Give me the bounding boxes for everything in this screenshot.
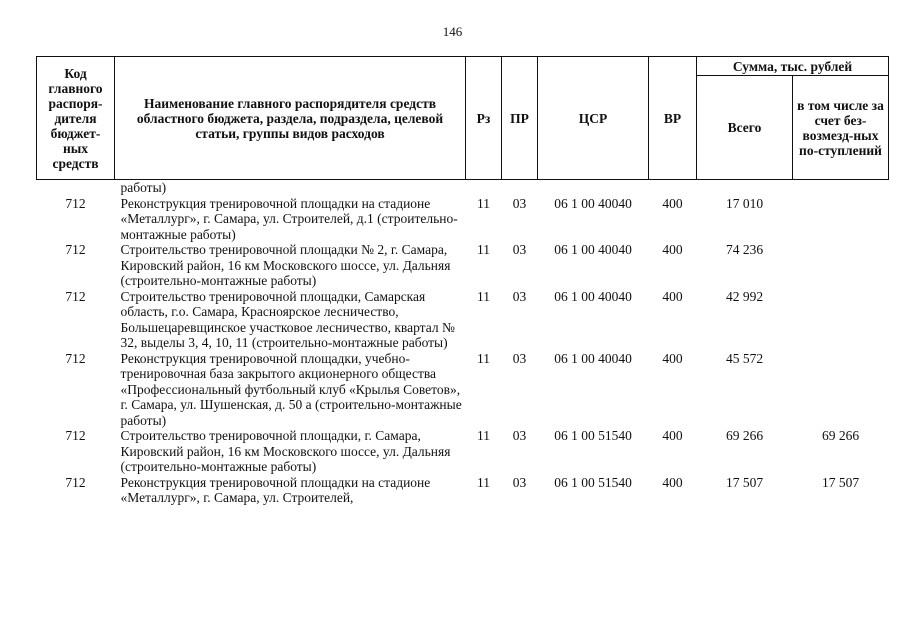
cell-total: 74 236 [725, 242, 764, 257]
cell-csr: 06 1 00 51540 [554, 428, 632, 443]
cell-rz: 11 [477, 474, 490, 490]
header-total: Всего [697, 76, 793, 180]
continued-text: работы) [120, 180, 167, 195]
cell-vr: 400 [662, 242, 683, 257]
cell-vr: 400 [662, 195, 683, 211]
cell-pr: 03 [512, 242, 527, 257]
cell-rz: 11 [477, 288, 490, 304]
cell-incl [793, 289, 889, 351]
table-row [37, 351, 889, 429]
cell-total: 17 010 [725, 195, 764, 211]
table-row [37, 475, 889, 506]
cell-name: Строительство тренировочной площадки, Самарская область, г.о. Самара, Красноярское лесничество, Большецаревщинское участковое лесничество, квартал № 32, выделы 3, 4, 10, 11 (строительно-монтажные работы) [120, 288, 455, 350]
cell-name: Строительство тренировочной площадки № 2, г. Самара, Кировский район, 16 км Московского шоссе, ул. Дальняя (строительно-монтажные работы) [120, 242, 451, 288]
budget-table [36, 56, 889, 506]
table-body [37, 180, 889, 506]
cell-name: Реконструкция тренировочной площадки на стадионе «Металлург», г. Самара, ул. Строителей, [120, 474, 431, 505]
header-incl: в том числе за счет без-возмезд-ных по-ступлений [793, 76, 889, 180]
cell-vr: 400 [662, 288, 683, 304]
cell-incl [793, 196, 889, 243]
page-number: 146 [442, 24, 463, 39]
cell-rz: 11 [477, 195, 490, 211]
header-rz: Рз [466, 57, 502, 180]
cell-vr: 400 [662, 428, 683, 443]
header-sum: Сумма, тыс. рублей [697, 57, 889, 76]
cell-name: Реконструкция тренировочной площадки, учебно-тренировочная база закрытого акционерного общества «Профессиональный футбольный клуб «Крылья Советов», г. Самара, ул. Шушенская, д. 50 а (строительно-монтажные работы) [120, 350, 462, 428]
cell-code: 712 [65, 428, 86, 443]
table-row [37, 289, 889, 351]
cell-csr: 06 1 00 40040 [554, 195, 632, 211]
cell-total: 69 266 [725, 428, 764, 443]
cell-csr: 06 1 00 51540 [554, 474, 632, 490]
cell-incl: 17 507 [821, 474, 860, 490]
cell-pr: 03 [512, 288, 527, 304]
table-row [37, 242, 889, 289]
cell-rz: 11 [477, 242, 490, 257]
cell-csr: 06 1 00 40040 [554, 350, 632, 366]
header-pr: ПР [502, 57, 538, 180]
cell-total: 17 507 [725, 474, 764, 490]
cell-rz: 11 [477, 428, 490, 443]
cell-code: 712 [65, 350, 86, 366]
cell-csr: 06 1 00 40040 [554, 242, 632, 257]
cell-total: 45 572 [725, 350, 764, 366]
cell-code: 712 [65, 195, 86, 211]
cell-pr: 03 [512, 474, 527, 490]
table-header [37, 57, 889, 180]
header-code: Код главного распоря-дителя бюджет-ных средств [37, 57, 115, 180]
cell-rz: 11 [477, 350, 490, 366]
cell-total: 42 992 [725, 288, 764, 304]
cell-vr: 400 [662, 474, 683, 490]
cell-code: 712 [65, 474, 86, 490]
cell-name: Реконструкция тренировочной площадки на стадионе «Металлург», г. Самара, ул. Строителей, д.1 (строительно-монтажные работы) [120, 195, 458, 242]
cell-vr: 400 [662, 350, 683, 366]
cell-incl [793, 242, 889, 289]
header-vr: ВР [649, 57, 697, 180]
cell-pr: 03 [512, 350, 527, 366]
cell-incl: 69 266 [821, 428, 860, 443]
table-row [37, 428, 889, 475]
header-csr: ЦСР [538, 57, 649, 180]
cell-pr: 03 [512, 195, 527, 211]
header-name: Наименование главного распорядителя средств областного бюджета, раздела, подраздела, целевой статьи, группы видов расходов [115, 57, 466, 180]
table-row [37, 196, 889, 243]
cell-code: 712 [65, 242, 86, 257]
cell-incl [793, 351, 889, 429]
cell-name: Строительство тренировочной площадки, г. Самара, Кировский район, 16 км Московского шоссе, ул. Дальняя (строительно-монтажные работы) [120, 428, 451, 474]
cell-pr: 03 [512, 428, 527, 443]
cell-code: 712 [65, 288, 86, 304]
continued-row [37, 180, 889, 196]
cell-csr: 06 1 00 40040 [554, 288, 632, 304]
